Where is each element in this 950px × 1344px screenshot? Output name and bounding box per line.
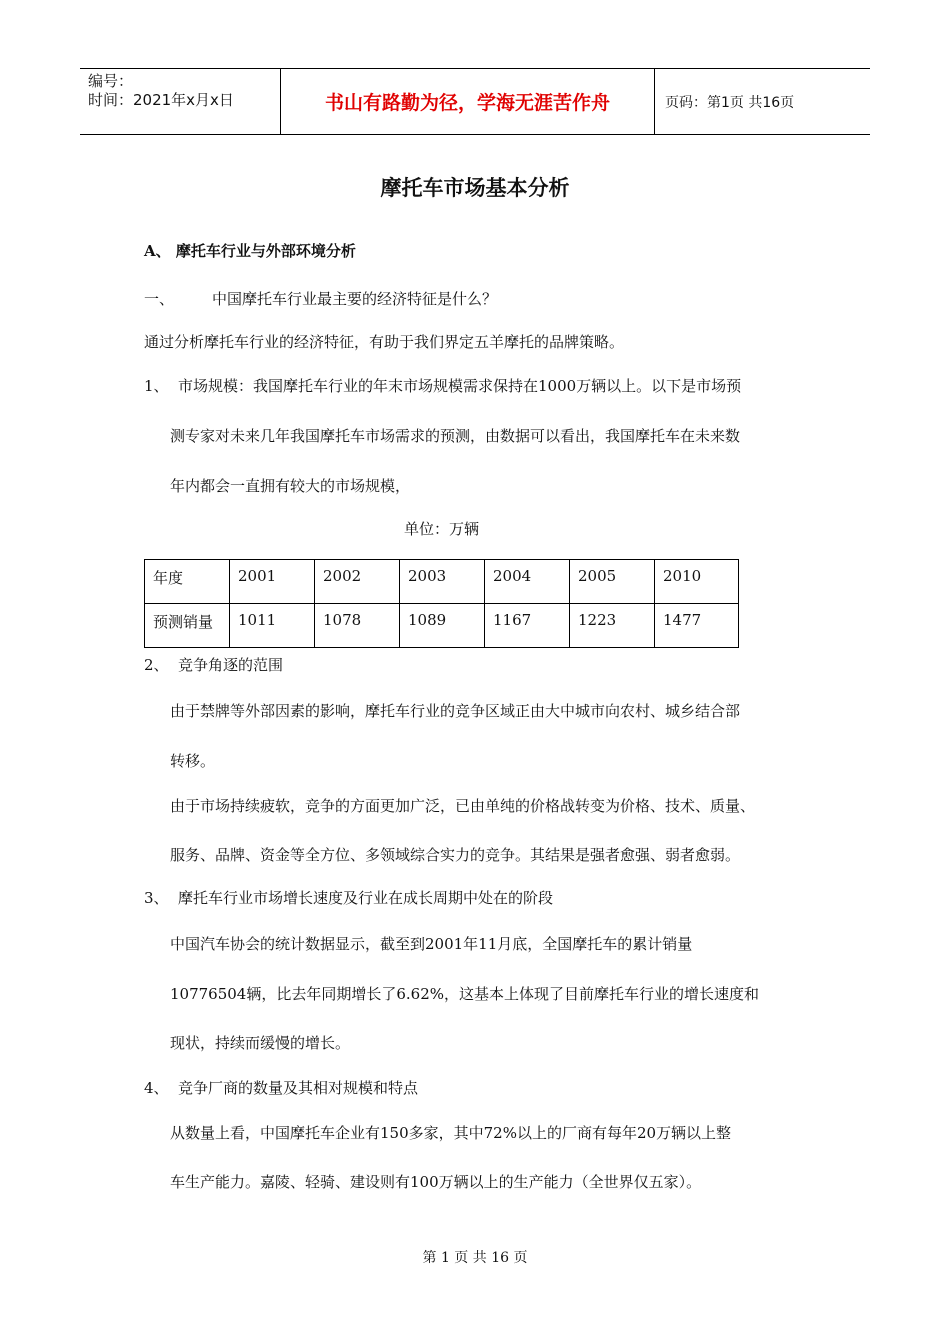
item-4-line-1: 从数量上看，中国摩托车企业有150多家，其中72%以上的厂商有每年20万辆以上整	[170, 1124, 732, 1142]
document-number-label: 编号：	[88, 72, 134, 90]
item-1-line-3: 年内都会一直拥有较大的市场规模，	[170, 477, 411, 495]
section-a-heading: A、 摩托车行业与外部环境分析	[144, 242, 356, 260]
item-2-p1-line-1: 由于禁牌等外部因素的影响，摩托车行业的竞争区域正由大中城市向农村、城乡结合部	[170, 702, 741, 720]
item-3-number: 3、	[144, 889, 169, 907]
item-4-line-2: 车生产能力。嘉陵、轻骑、建设则有100万辆以上的生产能力（全世界仅五家）。	[170, 1173, 702, 1191]
item-2-p2-line-1: 由于市场持续疲软，竞争的方面更加广泛，已由单纯的价格战转变为价格、技术、质量、	[170, 797, 756, 815]
table-cell-year: 2003	[400, 560, 485, 604]
item-2-number: 2、	[144, 656, 169, 674]
page-header	[80, 68, 870, 135]
question-1-text: 中国摩托车行业最主要的经济特征是什么？	[212, 290, 498, 308]
sales-forecast-table	[144, 559, 739, 648]
item-1-line-2: 测专家对未来几年我国摩托车市场需求的预测，由数据可以看出，我国摩托车在未来数	[170, 427, 741, 445]
item-2-p2-line-2: 服务、品牌、资金等全方位、多领域综合实力的竞争。其结果是强者愈强、弱者愈弱。	[170, 846, 741, 864]
item-3-heading-text: 摩托车行业市场增长速度及行业在成长周期中处在的阶段	[178, 889, 554, 907]
table-cell-value: 1011	[230, 604, 315, 648]
header-meta	[80, 69, 281, 134]
item-1-line-1	[144, 375, 741, 396]
table-row-years	[145, 560, 739, 604]
item-4-heading	[144, 1077, 418, 1098]
table-row-values	[145, 604, 739, 648]
table-row-label: 预测销量	[145, 604, 230, 648]
item-1-number: 1、	[144, 377, 169, 395]
header-motto: 书山有路勤为径，学海无涯苦作舟	[281, 69, 655, 134]
table-cell-year: 2001	[230, 560, 315, 604]
item-4-heading-text: 竞争厂商的数量及其相对规模和特点	[178, 1079, 419, 1097]
item-2-heading-text: 竞争角逐的范围	[178, 656, 284, 674]
intro-paragraph: 通过分析摩托车行业的经济特征，有助于我们界定五羊摩托的品牌策略。	[144, 333, 625, 351]
item-2-p1-line-2: 转移。	[170, 752, 216, 770]
question-1-number: 一、	[144, 290, 175, 308]
table-unit-caption: 单位：万辆	[404, 520, 480, 538]
page-footer: 第 1 页 共 16 页	[422, 1250, 528, 1266]
table-cell-value: 1167	[485, 604, 570, 648]
item-3-line-1: 中国汽车协会的统计数据显示，截至到2001年11月底，全国摩托车的累计销量	[170, 935, 693, 953]
item-3-heading	[144, 887, 553, 908]
table-header-label: 年度	[145, 560, 230, 604]
table-cell-value: 1089	[400, 604, 485, 648]
item-4-number: 4、	[144, 1079, 169, 1097]
document-date: 时间：2021年x月x日	[88, 91, 234, 109]
item-3-line-2: 10776504辆，比去年同期增长了6.62%，这基本上体现了目前摩托车行业的增长速度和	[170, 985, 760, 1003]
item-1-text: 市场规模：我国摩托车行业的年末市场规模需求保持在1000万辆以上。以下是市场预	[178, 377, 742, 395]
table-cell-value: 1223	[570, 604, 655, 648]
table-cell-year: 2010	[655, 560, 739, 604]
item-3-line-3: 现状，持续而缓慢的增长。	[170, 1034, 351, 1052]
header-page-info: 页码：第1页 共16页	[665, 94, 795, 111]
table-cell-year: 2005	[570, 560, 655, 604]
table-cell-value: 1078	[315, 604, 400, 648]
item-2-heading	[144, 654, 283, 675]
document-title: 摩托车市场基本分析	[380, 175, 570, 200]
table-cell-value: 1477	[655, 604, 739, 648]
question-1	[144, 288, 497, 309]
table-cell-year: 2002	[315, 560, 400, 604]
table-cell-year: 2004	[485, 560, 570, 604]
